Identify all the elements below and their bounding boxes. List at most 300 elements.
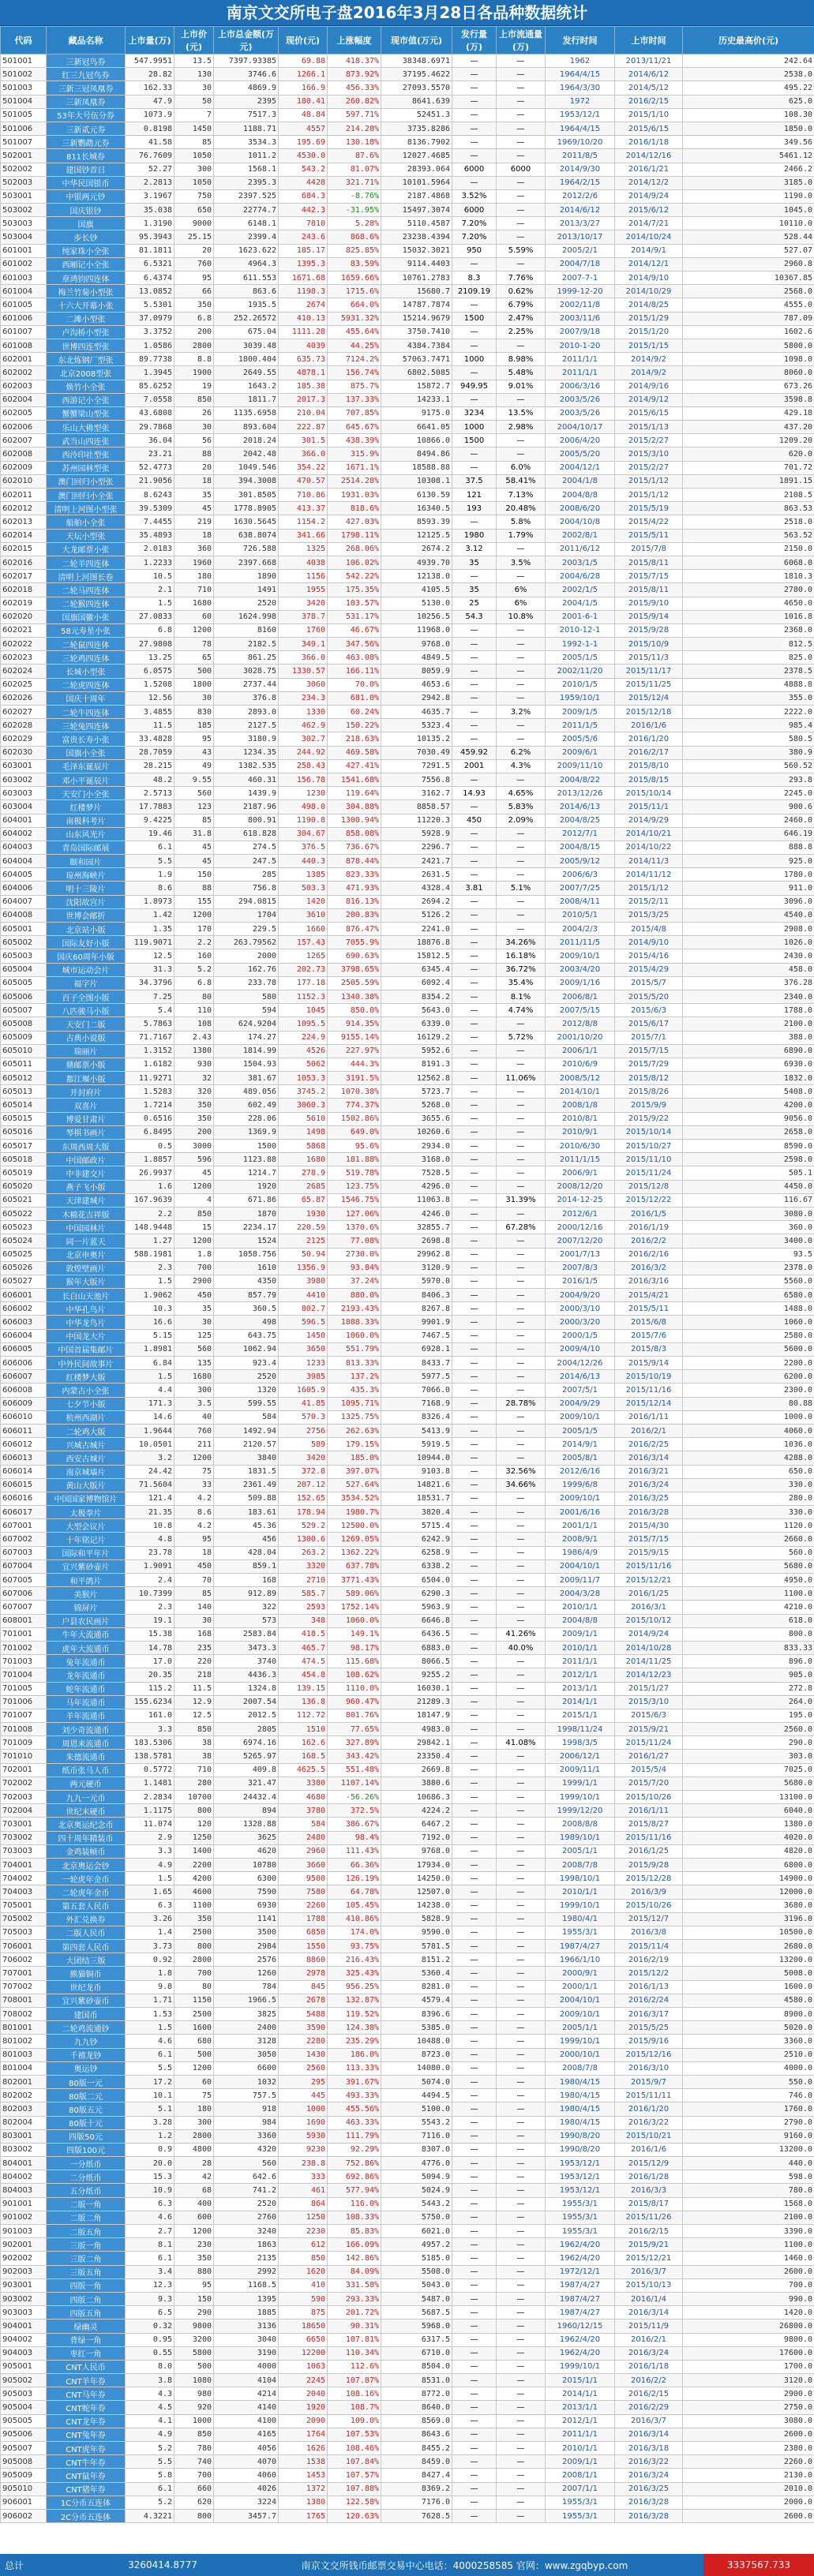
table-cell: — [497, 1872, 546, 1885]
table-cell: 5323.4 [381, 719, 452, 732]
table-cell: 278.9 [279, 1166, 328, 1180]
table-cell: 2014/6/13 [546, 800, 615, 814]
table-cell: — [497, 2021, 546, 2035]
table-cell: 国际友好小版 [47, 936, 126, 949]
table-cell: 606003 [1, 1316, 47, 1329]
table-cell: 2015/10/14 [615, 1125, 683, 1139]
table-cell: 4.4 [126, 1383, 174, 1397]
table-cell: 4620 [214, 1844, 279, 1858]
table-cell: 224.9 [279, 1031, 328, 1044]
table-cell: 5.2 [126, 2496, 174, 2509]
table-row [1, 2129, 814, 2143]
table-cell: 2015/11/24 [615, 1166, 683, 1180]
table-cell: 1045 [279, 1004, 328, 1017]
table-cell: 330.0 [683, 1478, 814, 1492]
table-cell: 263.79562 [214, 936, 279, 949]
table-cell: 4776.0 [381, 2157, 452, 2170]
table-cell: 14821.6 [381, 1478, 452, 1492]
table-cell: — [497, 2442, 546, 2455]
table-cell: 2014/10/1 [546, 1085, 615, 1099]
table-cell: 1070.38% [328, 1085, 381, 1099]
table-cell: — [497, 732, 546, 746]
table-cell: 2992 [214, 2265, 279, 2278]
table-cell: 1500 [452, 434, 497, 447]
table-cell: 2014/6/12 [546, 204, 615, 217]
table-cell: 5715.4 [381, 1519, 452, 1533]
table-cell: 8267.8 [381, 1302, 452, 1316]
table-cell: — [497, 2374, 546, 2387]
table-cell: 2016/3/24 [615, 2346, 683, 2360]
table-cell: 2014/11/25 [615, 1655, 683, 1668]
table-cell: 2015/11/10 [615, 1153, 683, 1166]
table-cell: — [452, 2320, 497, 2333]
table-row [1, 1899, 814, 1912]
table-cell: — [452, 868, 497, 882]
table-cell: 803002 [1, 2143, 47, 2156]
table-cell: 850 [174, 1207, 214, 1220]
table-cell: 2012/7/1 [546, 827, 615, 841]
table-cell: 大型会议片 [47, 1519, 126, 1533]
table-cell: 11.5 [126, 719, 174, 732]
table-cell: 850 [174, 1723, 214, 1736]
table-cell: 10944.0 [381, 1451, 452, 1465]
table-row [1, 908, 814, 922]
table-cell: 108.7% [328, 2401, 381, 2414]
table-cell: 刘少奇流通币 [47, 1723, 126, 1736]
table-cell: 1831.5 [214, 1465, 279, 1478]
table-cell: 1960 [174, 556, 214, 569]
table-row [1, 1980, 814, 1994]
table-cell: 1964/4/15 [546, 122, 615, 135]
table-cell: 38348.6971 [381, 54, 452, 68]
table-cell: 6646.8 [381, 1614, 452, 1627]
table-cell: 111.79% [328, 2129, 381, 2143]
table-cell: 北京奥运会钞 [47, 1858, 126, 1871]
table-cell: — [452, 570, 497, 583]
table-cell: — [497, 1668, 546, 1682]
table-cell: 2015/10/19 [615, 1370, 683, 1383]
table-cell: 502001 [1, 149, 47, 163]
table-cell: 5.4 [126, 1004, 174, 1017]
table-cell: 501004 [1, 95, 47, 108]
table-cell: 875 [279, 2306, 328, 2320]
table-cell: 2015/5/20 [615, 990, 683, 1003]
table-cell: 984 [214, 2116, 279, 2129]
table-cell: 8191.3 [381, 1058, 452, 1071]
table-row [1, 2469, 814, 2482]
table-cell: 4957.2 [381, 2238, 452, 2252]
table-cell: 2014/5/12 [615, 81, 683, 95]
table-cell: 2756 [279, 1424, 328, 1437]
table-cell: 6800.0 [683, 1858, 814, 1871]
table-cell: — [497, 1492, 546, 1505]
table-cell: 琴棋书画片 [47, 1125, 126, 1139]
table-cell: 5413.9 [381, 1424, 452, 1437]
table-cell: 700 [174, 2469, 214, 2482]
table-cell: 2984 [214, 1940, 279, 1953]
table-cell: — [497, 2197, 546, 2211]
column-header: 代码 [1, 27, 47, 54]
table-cell: 888.8 [683, 841, 814, 854]
table-cell: 10488.0 [381, 2035, 452, 2048]
table-cell: 2760 [214, 2211, 279, 2224]
table-cell: — [497, 1777, 546, 1790]
table-row [1, 1302, 814, 1316]
table-cell: 2260.0 [683, 2455, 814, 2469]
table-cell: 1.8857 [126, 1153, 174, 1166]
table-cell: — [452, 2482, 497, 2496]
table-cell: 463.08% [328, 651, 381, 665]
table-cell: 17.2 [126, 2075, 174, 2088]
table-cell: 195.69 [279, 136, 328, 149]
table-cell: 701004 [1, 1668, 47, 1682]
table-row [1, 244, 814, 257]
table-cell: 802001 [1, 2075, 47, 2088]
table-cell: 2010/6/30 [546, 1140, 615, 1153]
table-cell: 604006 [1, 882, 47, 895]
table-cell: 4.9 [126, 1858, 174, 1871]
table-cell: 6040.0 [683, 1804, 814, 1818]
table-cell: — [497, 923, 546, 936]
table-cell: 4650.0 [683, 597, 814, 610]
table-cell: 45 [174, 502, 214, 515]
table-row [1, 54, 814, 68]
table-cell: 38 [174, 1750, 214, 1763]
table-cell: 兴城古城片 [47, 1438, 126, 1451]
table-cell: 823.33% [328, 868, 381, 882]
table-cell: 108.16% [328, 2387, 381, 2401]
table-cell: 2631.5 [381, 868, 452, 882]
table-cell: 18 [174, 474, 214, 488]
table-row [1, 787, 814, 800]
table-cell: — [452, 841, 497, 854]
table-cell: 3746.6 [214, 68, 279, 81]
table-cell: 2568.0 [683, 285, 814, 298]
table-cell: 1504.93 [214, 1058, 279, 1071]
table-row [1, 1668, 814, 1682]
table-cell: 章鸿钧四连体 [47, 271, 126, 285]
table-cell: 2007.54 [214, 1695, 279, 1709]
table-cell: 2790.0 [683, 2116, 814, 2129]
table-cell: 1200 [174, 2061, 214, 2075]
table-cell: — [452, 1370, 497, 1383]
table-cell: 774.37% [328, 1099, 381, 1112]
table-cell: — [452, 1994, 497, 2007]
table-cell: 498 [214, 1316, 279, 1329]
table-cell: 1000 [279, 2102, 328, 2116]
table-cell: 140 [174, 1601, 214, 1614]
table-cell: 5268.0 [381, 1099, 452, 1112]
table-cell: 2016/3/28 [615, 2496, 683, 2509]
table-cell: — [452, 1682, 497, 1695]
table-cell: — [452, 298, 497, 312]
table-cell: 3190 [214, 2346, 279, 2360]
table-cell: 16340.5 [381, 502, 452, 515]
table-cell: 350 [174, 1912, 214, 1926]
table-cell: 2015/12/8 [615, 1180, 683, 1193]
table-cell: 2005/5/20 [546, 447, 615, 461]
table-cell: 世博会邮折 [47, 908, 126, 922]
table-cell: 3.2 [126, 1451, 174, 1465]
table-cell: 460.31 [214, 773, 279, 786]
table-cell: 8059.9 [381, 665, 452, 678]
table-cell: 2400 [214, 2021, 279, 2035]
table-cell: 5.48% [497, 366, 546, 380]
table-cell: 700 [174, 1261, 214, 1275]
table-cell: 2399.4 [214, 230, 279, 244]
table-cell: 中国龙大片 [47, 1329, 126, 1342]
table-cell: — [452, 2455, 497, 2469]
table-cell: 812.5 [683, 638, 814, 651]
table-cell: 280 [174, 1777, 214, 1790]
table-cell: 1.5 [126, 1872, 174, 1885]
table-cell: 474.5 [279, 1655, 328, 1668]
table-cell: 4625.5 [279, 1763, 328, 1777]
table-cell: — [497, 719, 546, 732]
table-cell: 1050 [174, 149, 214, 163]
table-cell: 2893.0 [214, 706, 279, 719]
table-cell: 2016/3/17 [615, 2008, 683, 2021]
table-cell: 28 [174, 2157, 214, 2170]
table-cell: 702001 [1, 1763, 47, 1777]
table-cell: 2015/5/11 [615, 1302, 683, 1316]
table-cell: 589 [279, 1438, 328, 1451]
table-cell: 2011/1/1 [546, 1655, 615, 1668]
table-cell: — [497, 1289, 546, 1302]
table-cell: 百子全图小版 [47, 990, 126, 1003]
footer-market-value: 3337567.733 [703, 2554, 814, 2576]
table-cell: 明十三陵片 [47, 882, 126, 895]
table-cell: 580 [214, 990, 279, 1003]
table-cell: 2015/12/7 [615, 1912, 683, 1926]
table-cell: 2018.24 [214, 434, 279, 447]
table-cell: 17600.0 [683, 2346, 814, 2360]
table-cell: 590 [279, 2292, 328, 2305]
table-cell: 30 [174, 81, 214, 95]
table-cell: — [452, 1275, 497, 1288]
table-cell: 264.0 [683, 1695, 814, 1709]
table-row [1, 2075, 814, 2088]
table-cell: 584 [214, 1410, 279, 1424]
table-cell: 8858.57 [381, 800, 452, 814]
table-cell: 马年流通币 [47, 1695, 126, 1709]
table-cell: 6258.9 [381, 1546, 452, 1559]
table-cell: 2004/3/28 [546, 1587, 615, 1601]
table-cell: 350 [174, 1099, 214, 1112]
table-cell: 35 [174, 1302, 214, 1316]
table-cell: 604008 [1, 908, 47, 922]
table-cell: 4328.4 [381, 882, 452, 895]
table-cell: 2016/3/21 [615, 1465, 683, 1478]
table-cell: 2016/1/18 [615, 136, 683, 149]
table-cell: — [452, 2048, 497, 2061]
table-cell: — [497, 339, 546, 352]
table-cell: 428.04 [214, 1546, 279, 1559]
table-cell: 2015/9/21 [615, 1723, 683, 1736]
table-row [1, 1044, 814, 1058]
table-cell: — [452, 1383, 497, 1397]
table-cell: — [452, 1736, 497, 1750]
table-cell: 世博四连型张 [47, 339, 126, 352]
table-cell: 263.2 [279, 1546, 328, 1559]
table-cell: 5126.2 [381, 908, 452, 922]
table-cell: 28393.064 [381, 163, 452, 176]
table-cell: 2001-6-1 [546, 610, 615, 623]
table-cell: 2001/6/16 [546, 1506, 615, 1519]
table-cell: 2694.2 [381, 895, 452, 908]
table-row [1, 1818, 814, 1831]
table-cell: 741.2 [214, 2184, 279, 2197]
table-cell: 3060 [279, 678, 328, 691]
table-cell: 8369.2 [381, 2482, 452, 2496]
table-cell: — [497, 2292, 546, 2305]
table-cell: 388.0 [683, 1031, 814, 1044]
table-cell: 2016/1/5 [615, 1207, 683, 1220]
table-cell: 2000/1/5 [546, 1329, 615, 1342]
table-cell: 1250 [174, 1831, 214, 1844]
table-cell: 1100 [174, 1899, 214, 1912]
table-cell: 2011/1/15 [546, 1153, 615, 1166]
table-cell: 2015/8/10 [615, 759, 683, 773]
table-cell: 602026 [1, 691, 47, 705]
table-cell: 418.5 [279, 1627, 328, 1641]
table-cell: 2014/1/1 [546, 2387, 615, 2401]
table-cell: 10101.5964 [381, 176, 452, 189]
table-cell: 6.0% [497, 461, 546, 474]
table-row [1, 2278, 814, 2292]
table-cell: 925.0 [683, 855, 814, 868]
table-cell: 501007 [1, 136, 47, 149]
table-cell: 2016/1/18 [615, 2360, 683, 2373]
table-cell: 1300.6 [279, 1533, 328, 1546]
table-cell: 2001/1/1 [546, 1519, 615, 1533]
table-cell: 27.9808 [126, 638, 174, 651]
table-cell: 6.1 [126, 841, 174, 854]
table-body [1, 54, 814, 2523]
table-cell: 3.26 [126, 1912, 174, 1926]
table-cell: 80版十元 [47, 2116, 126, 2129]
table-row [1, 1465, 814, 1478]
table-cell: 397.07% [328, 1465, 381, 1478]
table-cell: 1100.0 [683, 1587, 814, 1601]
table-cell: 6.8 [126, 623, 174, 637]
table-cell: 801.76% [328, 1709, 381, 1722]
table-cell: 3.3 [126, 1844, 174, 1858]
table-cell: 81.1811 [126, 244, 174, 257]
table-cell: 3880.6 [381, 1777, 452, 1790]
table-cell: 858.08% [328, 827, 381, 841]
table-cell: — [497, 1601, 546, 1614]
table-cell: 350 [174, 1112, 214, 1125]
table-cell: 500 [174, 665, 214, 678]
table-cell: 10.8% [497, 610, 546, 623]
table-cell: 124.38% [328, 2021, 381, 2035]
table-cell: 2013/11/21 [615, 54, 683, 68]
table-cell: 5.28% [328, 217, 381, 230]
table-cell: — [452, 1601, 497, 1614]
table-cell: — [497, 1791, 546, 1804]
table-row [1, 2035, 814, 2048]
table-cell: — [452, 2387, 497, 2401]
table-cell: — [452, 1614, 497, 1627]
table-cell: 5723.7 [381, 1085, 452, 1099]
table-cell: 1955/3/1 [546, 2496, 615, 2509]
table-cell: 2241.0 [381, 923, 452, 936]
table-cell: 11.06% [497, 1072, 546, 1085]
table-cell: 435.3% [328, 1383, 381, 1397]
table-row [1, 406, 814, 420]
table-cell: 127.06% [328, 1207, 381, 1220]
table-cell: 内蒙古小全张 [47, 1383, 126, 1397]
table-cell: 1.2 [126, 2129, 174, 2143]
column-header: 上市流通量(万) [497, 27, 546, 54]
table-cell: 2.1 [126, 583, 174, 597]
table-cell: 3420 [279, 597, 328, 610]
table-cell: CNT猪年券 [47, 2482, 126, 2496]
table-cell: — [497, 908, 546, 922]
table-cell: 47.9 [126, 95, 174, 108]
table-cell: 二分纸币 [47, 2170, 126, 2184]
table-cell: 218 [174, 1668, 214, 1682]
table-cell: 二滩小型张 [47, 312, 126, 325]
table-cell: 5931.32% [328, 312, 381, 325]
table-cell: 1060.0% [328, 1329, 381, 1342]
table-cell: 602027 [1, 706, 47, 719]
table-cell: 2.25% [497, 325, 546, 339]
table-cell: 1810.3 [683, 570, 814, 583]
table-cell: 19.1 [126, 1614, 174, 1627]
table-cell: 605010 [1, 1044, 47, 1058]
table-cell: 5.5 [126, 855, 174, 868]
table-cell: 1198.3 [279, 285, 328, 298]
table-cell: 中华龙鸟片 [47, 1316, 126, 1329]
table-cell: 980 [174, 2387, 214, 2401]
table-cell: 2127.5 [214, 719, 279, 732]
table-cell: — [497, 1438, 546, 1451]
table-cell: — [452, 1342, 497, 1356]
table-cell: 445 [279, 2089, 328, 2102]
table-cell: 2016/1/6 [615, 719, 683, 732]
table-cell: 242.64 [683, 54, 814, 68]
table-cell: 70 [174, 1574, 214, 1587]
table-cell: — [497, 855, 546, 868]
table-cell: 7291.5 [381, 759, 452, 773]
table-cell: 1.35 [126, 923, 174, 936]
table-cell: 朱德流通币 [47, 1750, 126, 1763]
table-cell: 2280 [279, 2035, 328, 2048]
table-cell: 4026 [214, 2482, 279, 2496]
table-cell: 3.4 [126, 2265, 174, 2278]
table-cell: — [452, 1140, 497, 1153]
table-cell: 2.2834 [126, 1791, 174, 1804]
table-cell: 459.92 [452, 746, 497, 759]
table-cell: 115.68% [328, 1655, 381, 1668]
table-cell: 3360.0 [683, 2035, 814, 2048]
table-cell: 31.8 [174, 827, 214, 841]
table-cell: — [497, 2496, 546, 2509]
table-cell: 6.3 [126, 1899, 174, 1912]
table-cell: — [497, 2170, 546, 2184]
table-cell: 2015/10/13 [615, 2278, 683, 2292]
table-cell: 2015/9/28 [615, 1858, 683, 1871]
table-cell: 675.04 [214, 325, 279, 339]
table-cell: 19 [174, 380, 214, 393]
table-cell: 2015/12/22 [615, 1193, 683, 1207]
table-cell: 1953/12/1 [546, 2170, 615, 2184]
table-row [1, 1085, 814, 1099]
table-cell: 2014/10/24 [615, 230, 683, 244]
table-cell: 18876.8 [381, 936, 452, 949]
